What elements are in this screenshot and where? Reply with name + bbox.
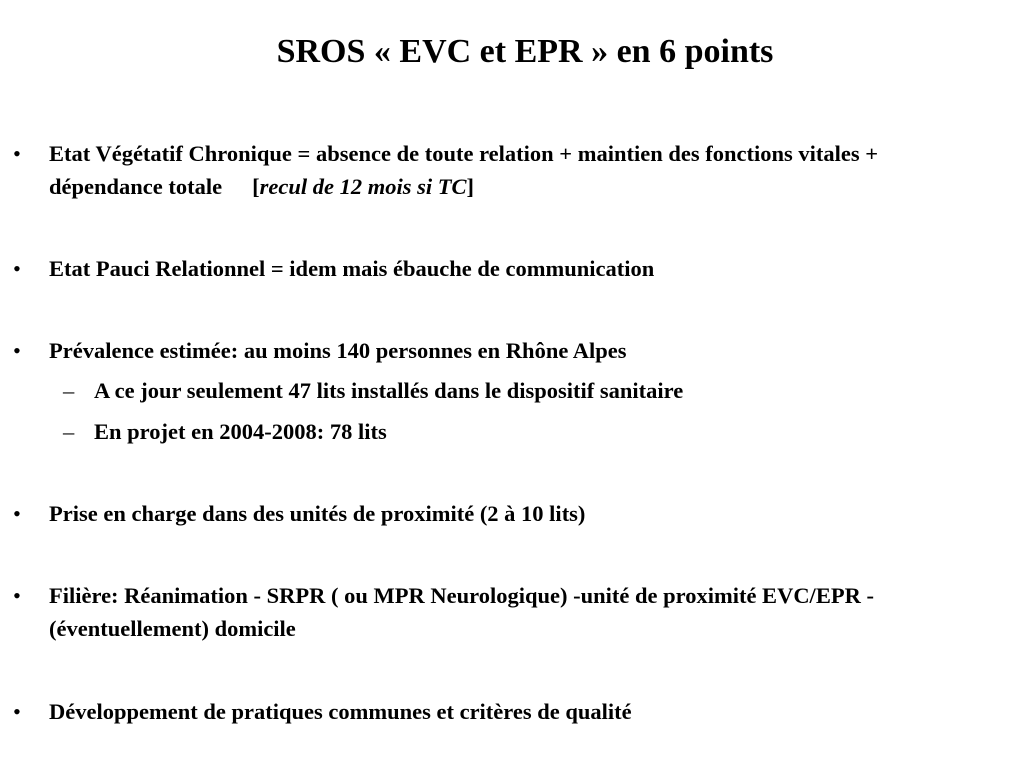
bullet-text: Etat Végétatif Chronique = absence de toute relation + maintien des fonctions vitales + dépendance totale [49,141,879,199]
slide-title: SROS « EVC et EPR » en 6 points [276,33,774,70]
subitem-text: En projet en 2004-2008: 78 lits [94,419,387,444]
bullet-prise-en-charge [13,497,989,530]
bullet-developpement [13,695,989,728]
subitem-lits-installes [63,374,994,407]
sub-mark: – [63,378,75,403]
subitem-text: A ce jour seulement 47 lits installés dans le dispositif sanitaire [94,378,684,403]
bullet-text: Etat Pauci Relationnel = idem mais ébauche de communication [49,256,655,281]
note-open-bracket: [ [252,174,260,199]
sub-mark: – [63,419,75,444]
bullet-text: Prise en charge dans des unités de proximité (2 à 10 lits) [49,501,586,526]
bullet-note: recul de 12 mois si TC [259,174,467,199]
bullet-mark: • [13,141,21,166]
bullet-text: Développement de pratiques communes et critères de qualité [49,699,632,724]
bullet-text: Filière: Réanimation - SRPR ( ou MPR Neurologique) -unité de proximité EVC/EPR - (éventuellement) domicile [49,583,874,641]
subitem-projet [63,415,994,448]
bullet-text: Prévalence estimée: au moins 140 personnes en Rhône Alpes [49,338,627,363]
bullet-mark: • [13,338,21,363]
bullet-filiere [13,579,989,645]
bullet-mark: • [13,256,21,281]
bullet-mark: • [13,501,21,526]
note-close-bracket: ] [466,174,474,199]
bullet-etat-vegetatif [13,137,989,203]
bullet-etat-pauci-relationnel [13,252,989,285]
bullet-mark: • [13,583,21,608]
bullet-prevalence [13,334,989,367]
bullet-mark: • [13,699,21,724]
